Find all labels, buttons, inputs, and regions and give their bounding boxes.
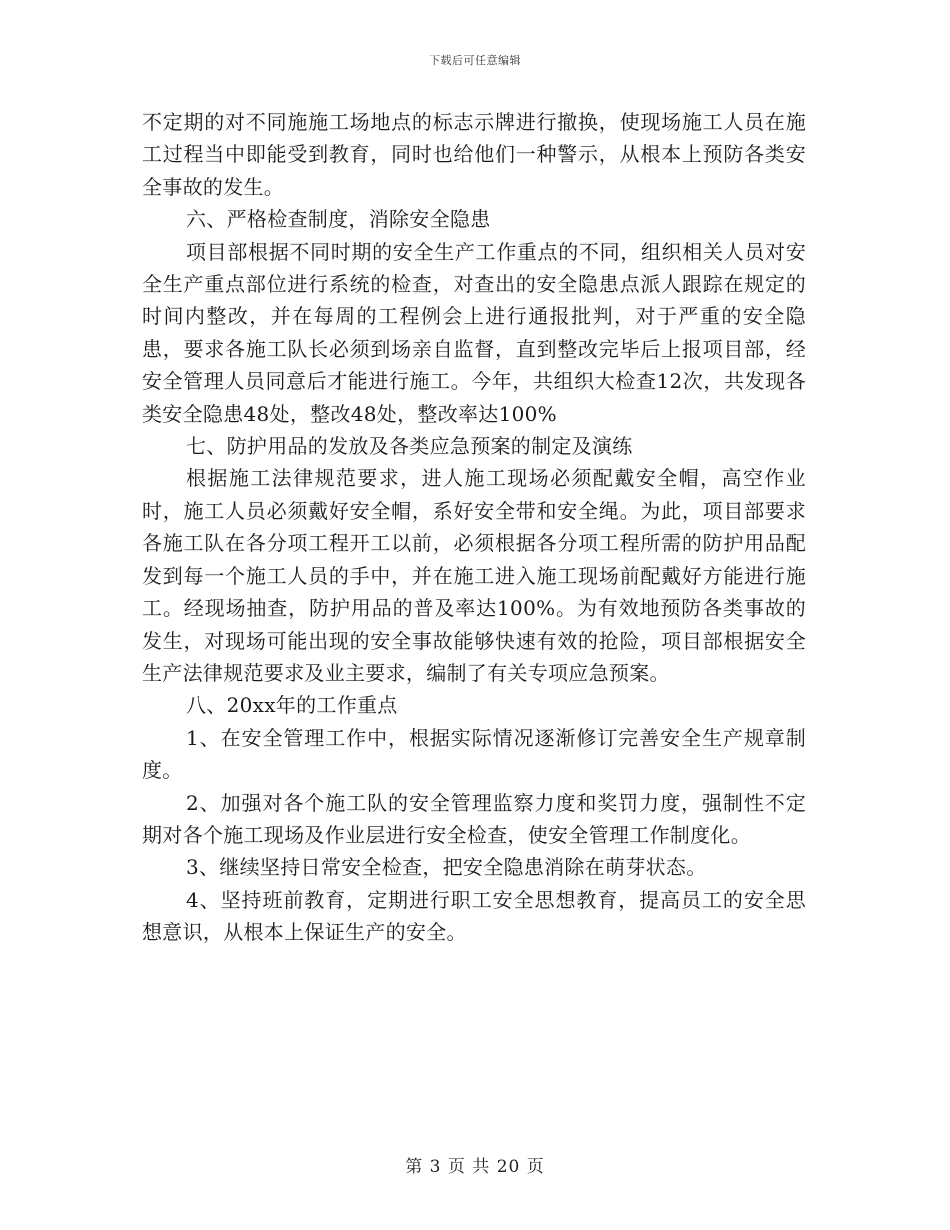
section-heading-seven: 七、防护用品的发放及各类应急预案的制定及演练 xyxy=(186,434,633,459)
list-item-3: 3、继续坚持日常安全检查，把安全隐患消除在萌芽状态。 xyxy=(186,855,707,880)
paragraph-inspection: 项目部根据不同时期的安全生产工作重点的不同，组织相关人员对安全生产重点部位进行系统的检查，对查出的安全隐患点派人跟踪在规定的时间内整改，并在每周的工程例会上进行通报批判，对于严重的安全隐患，要求各施工队长必须到场亲自监督，直到整改完毕后上报项目部，经安全管理人员同意后才能进行施工。今年，共组织大检查12次，共发现各类安全隐患48处，整改48处，整改率达100% xyxy=(142,239,806,426)
paragraph-protective-equipment: 根据施工法律规范要求，进人施工现场必须配戴安全帽，高空作业时，施工人员必须戴好安全帽，系好安全带和安全绳。为此，项目部要求各施工队在各分项工程开工以前，必须根据各分项工程所需的防护用品配发到每一个施工人员的手中，并在施工进入施工现场前配戴好方能进行施工。经现场抽查，防护用品的普及率达100%。为有效地预防各类事故的发生，对现场可能出现的安全事故能够快速有效的抢险，项目部根据安全生产法律规范要求及业主要求，编制了有关专项应急预案。 xyxy=(142,466,806,685)
section-heading-eight: 八、20xx年的工作重点 xyxy=(186,693,398,718)
section-heading-six: 六、严格检查制度，消除安全隐患 xyxy=(186,207,491,232)
list-item-4: 4、坚持班前教育，定期进行职工安全思想教育，提高员工的安全思想意识，从根本上保证生产的安全。 xyxy=(142,887,806,945)
page-header-note: 下载后可任意编辑 xyxy=(429,54,521,67)
page-number-footer: 第 3 页 共 20 页 xyxy=(405,1157,545,1177)
paragraph-continuation: 不定期的对不同施施工场地点的标志示牌进行撤换，使现场施工人员在施工过程当中即能受到教育，同时也给他们一种警示，从根本上预防各类安全事故的发生。 xyxy=(142,110,806,199)
list-item-2: 2、加强对各个施工队的安全管理监察力度和奖罚力度，强制性不定期对各个施工现场及作业层进行安全检查，使安全管理工作制度化。 xyxy=(142,790,806,847)
list-item-1: 1、在安全管理工作中，根据实际情况逐渐修订完善安全生产规章制度。 xyxy=(142,725,806,783)
document-body xyxy=(142,106,806,949)
